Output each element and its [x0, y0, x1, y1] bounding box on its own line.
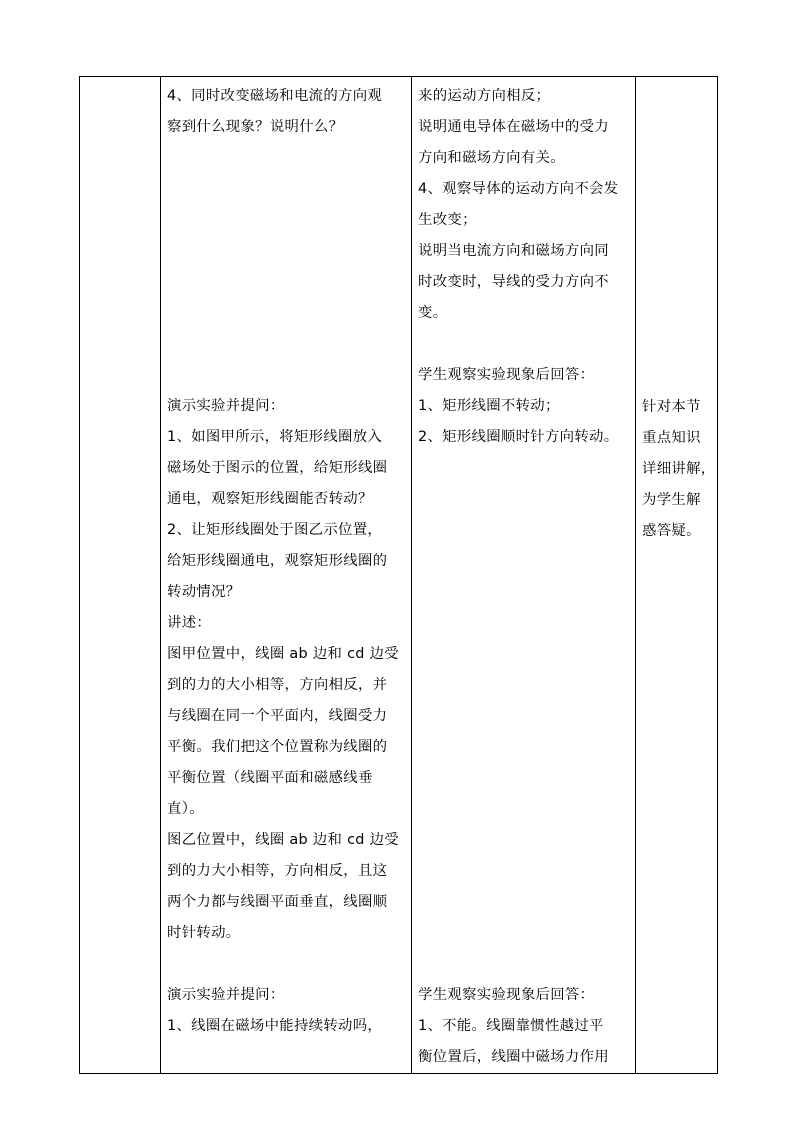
- student-line: [418, 825, 630, 856]
- teacher-line: [167, 236, 406, 267]
- design-intent-text: [636, 77, 717, 547]
- teacher-line: 演示实验并提问：: [167, 398, 285, 414]
- student-line: 来的运动方向相反；: [418, 88, 551, 104]
- student-line: [418, 794, 630, 825]
- teacher-line: 到的力的大小相等，方向相反，并: [167, 677, 388, 693]
- student-line: 衡位置后，线圈中磁场力作用: [418, 1049, 609, 1065]
- student-line: 生改变；: [418, 212, 477, 228]
- student-line: 学生观察实验现象后回答：: [418, 987, 595, 1003]
- student-line: [418, 856, 630, 887]
- student-activity-text: [412, 77, 635, 1073]
- teacher-line: 演示实验并提问：: [167, 987, 285, 1003]
- student-line: 1、矩形线圈不转动；: [418, 398, 560, 414]
- student-line: [418, 918, 630, 949]
- intent-line: 惑答疑。: [642, 523, 701, 539]
- lesson-plan-table: [79, 76, 718, 1074]
- stage-column-cell: [80, 77, 161, 1074]
- teacher-line: 2、让矩形线圈处于图乙示位置，: [167, 522, 383, 538]
- teacher-line: [167, 143, 406, 174]
- student-line: 方向和磁场方向有关。: [418, 150, 565, 166]
- teacher-line: [167, 267, 406, 298]
- design-intent-cell: [636, 77, 718, 1074]
- student-line: 2、矩形线圈顺时针方向转动。: [418, 429, 619, 445]
- teacher-line: 4、同时改变磁场和电流的方向观: [167, 88, 383, 104]
- teacher-line: 通电，观察矩形线圈能否转动？: [167, 491, 373, 507]
- teacher-line: 讲述：: [167, 615, 212, 631]
- teacher-line: 1、线圈在磁场中能持续转动吗，: [167, 1018, 383, 1034]
- student-line: 变。: [418, 305, 448, 321]
- teacher-line: [167, 205, 406, 236]
- teacher-activity-cell: [161, 77, 412, 1074]
- student-line: [418, 453, 630, 484]
- student-activity-cell: [412, 77, 636, 1074]
- student-line: 说明当电流方向和磁场方向同: [418, 243, 609, 259]
- teacher-line: 两个力都与线圈平面垂直，线圈顺: [167, 894, 388, 910]
- intent-line: 详细讲解，: [642, 461, 716, 477]
- teacher-line: 1、如图甲所示，将矩形线圈放入: [167, 429, 383, 445]
- student-line: [418, 608, 630, 639]
- teacher-line: 察到什么现象？说明什么？: [167, 119, 344, 135]
- teacher-line: 时针转动。: [167, 925, 241, 941]
- student-line: [418, 763, 630, 794]
- teacher-line: 平衡。我们把这个位置称为线圈的: [167, 739, 388, 755]
- teacher-line: 转动情况？: [167, 584, 241, 600]
- teacher-line: 到的力大小相等，方向相反，且这: [167, 863, 388, 879]
- teacher-line: [167, 329, 406, 360]
- teacher-line: 图甲位置中，线圈 ab 边和 cd 边受: [167, 646, 399, 662]
- teacher-line: 给矩形线圈通电，观察矩形线圈的: [167, 553, 388, 569]
- student-line: [418, 515, 630, 546]
- teacher-line: [167, 949, 406, 980]
- student-line: 时改变时，导线的受力方向不: [418, 274, 609, 290]
- table-row: [80, 77, 718, 1074]
- intent-line: 针对本节: [642, 399, 701, 415]
- teacher-line: [167, 174, 406, 205]
- student-line: [418, 701, 630, 732]
- student-line: [418, 732, 630, 763]
- intent-line: 为学生解: [642, 492, 701, 508]
- intent-line: 重点知识: [642, 430, 701, 446]
- teacher-line: [167, 298, 406, 329]
- student-line: [418, 949, 630, 980]
- student-line: [418, 484, 630, 515]
- student-line: [418, 639, 630, 670]
- teacher-line: 图乙位置中，线圈 ab 边和 cd 边受: [167, 832, 399, 848]
- student-line: [418, 546, 630, 577]
- student-line: 学生观察实验现象后回答：: [418, 367, 595, 383]
- student-line: [418, 329, 630, 360]
- teacher-line: [167, 360, 406, 391]
- teacher-line: 平衡位置（线圈平面和磁感线垂: [167, 770, 373, 786]
- teacher-line: 与线圈在同一个平面内，线圈受力: [167, 708, 388, 724]
- teacher-line: 直）。: [167, 801, 204, 817]
- student-line: 1、不能。线圈靠惯性越过平: [418, 1018, 604, 1034]
- student-line: [418, 670, 630, 701]
- student-line: [418, 577, 630, 608]
- student-line: 4、观察导体的运动方向不会发: [418, 181, 619, 197]
- student-line: [418, 887, 630, 918]
- student-line: 说明通电导体在磁场中的受力: [418, 119, 609, 135]
- teacher-activity-text: [161, 77, 411, 1042]
- teacher-line: 磁场处于图示的位置，给矩形线圈: [167, 460, 388, 476]
